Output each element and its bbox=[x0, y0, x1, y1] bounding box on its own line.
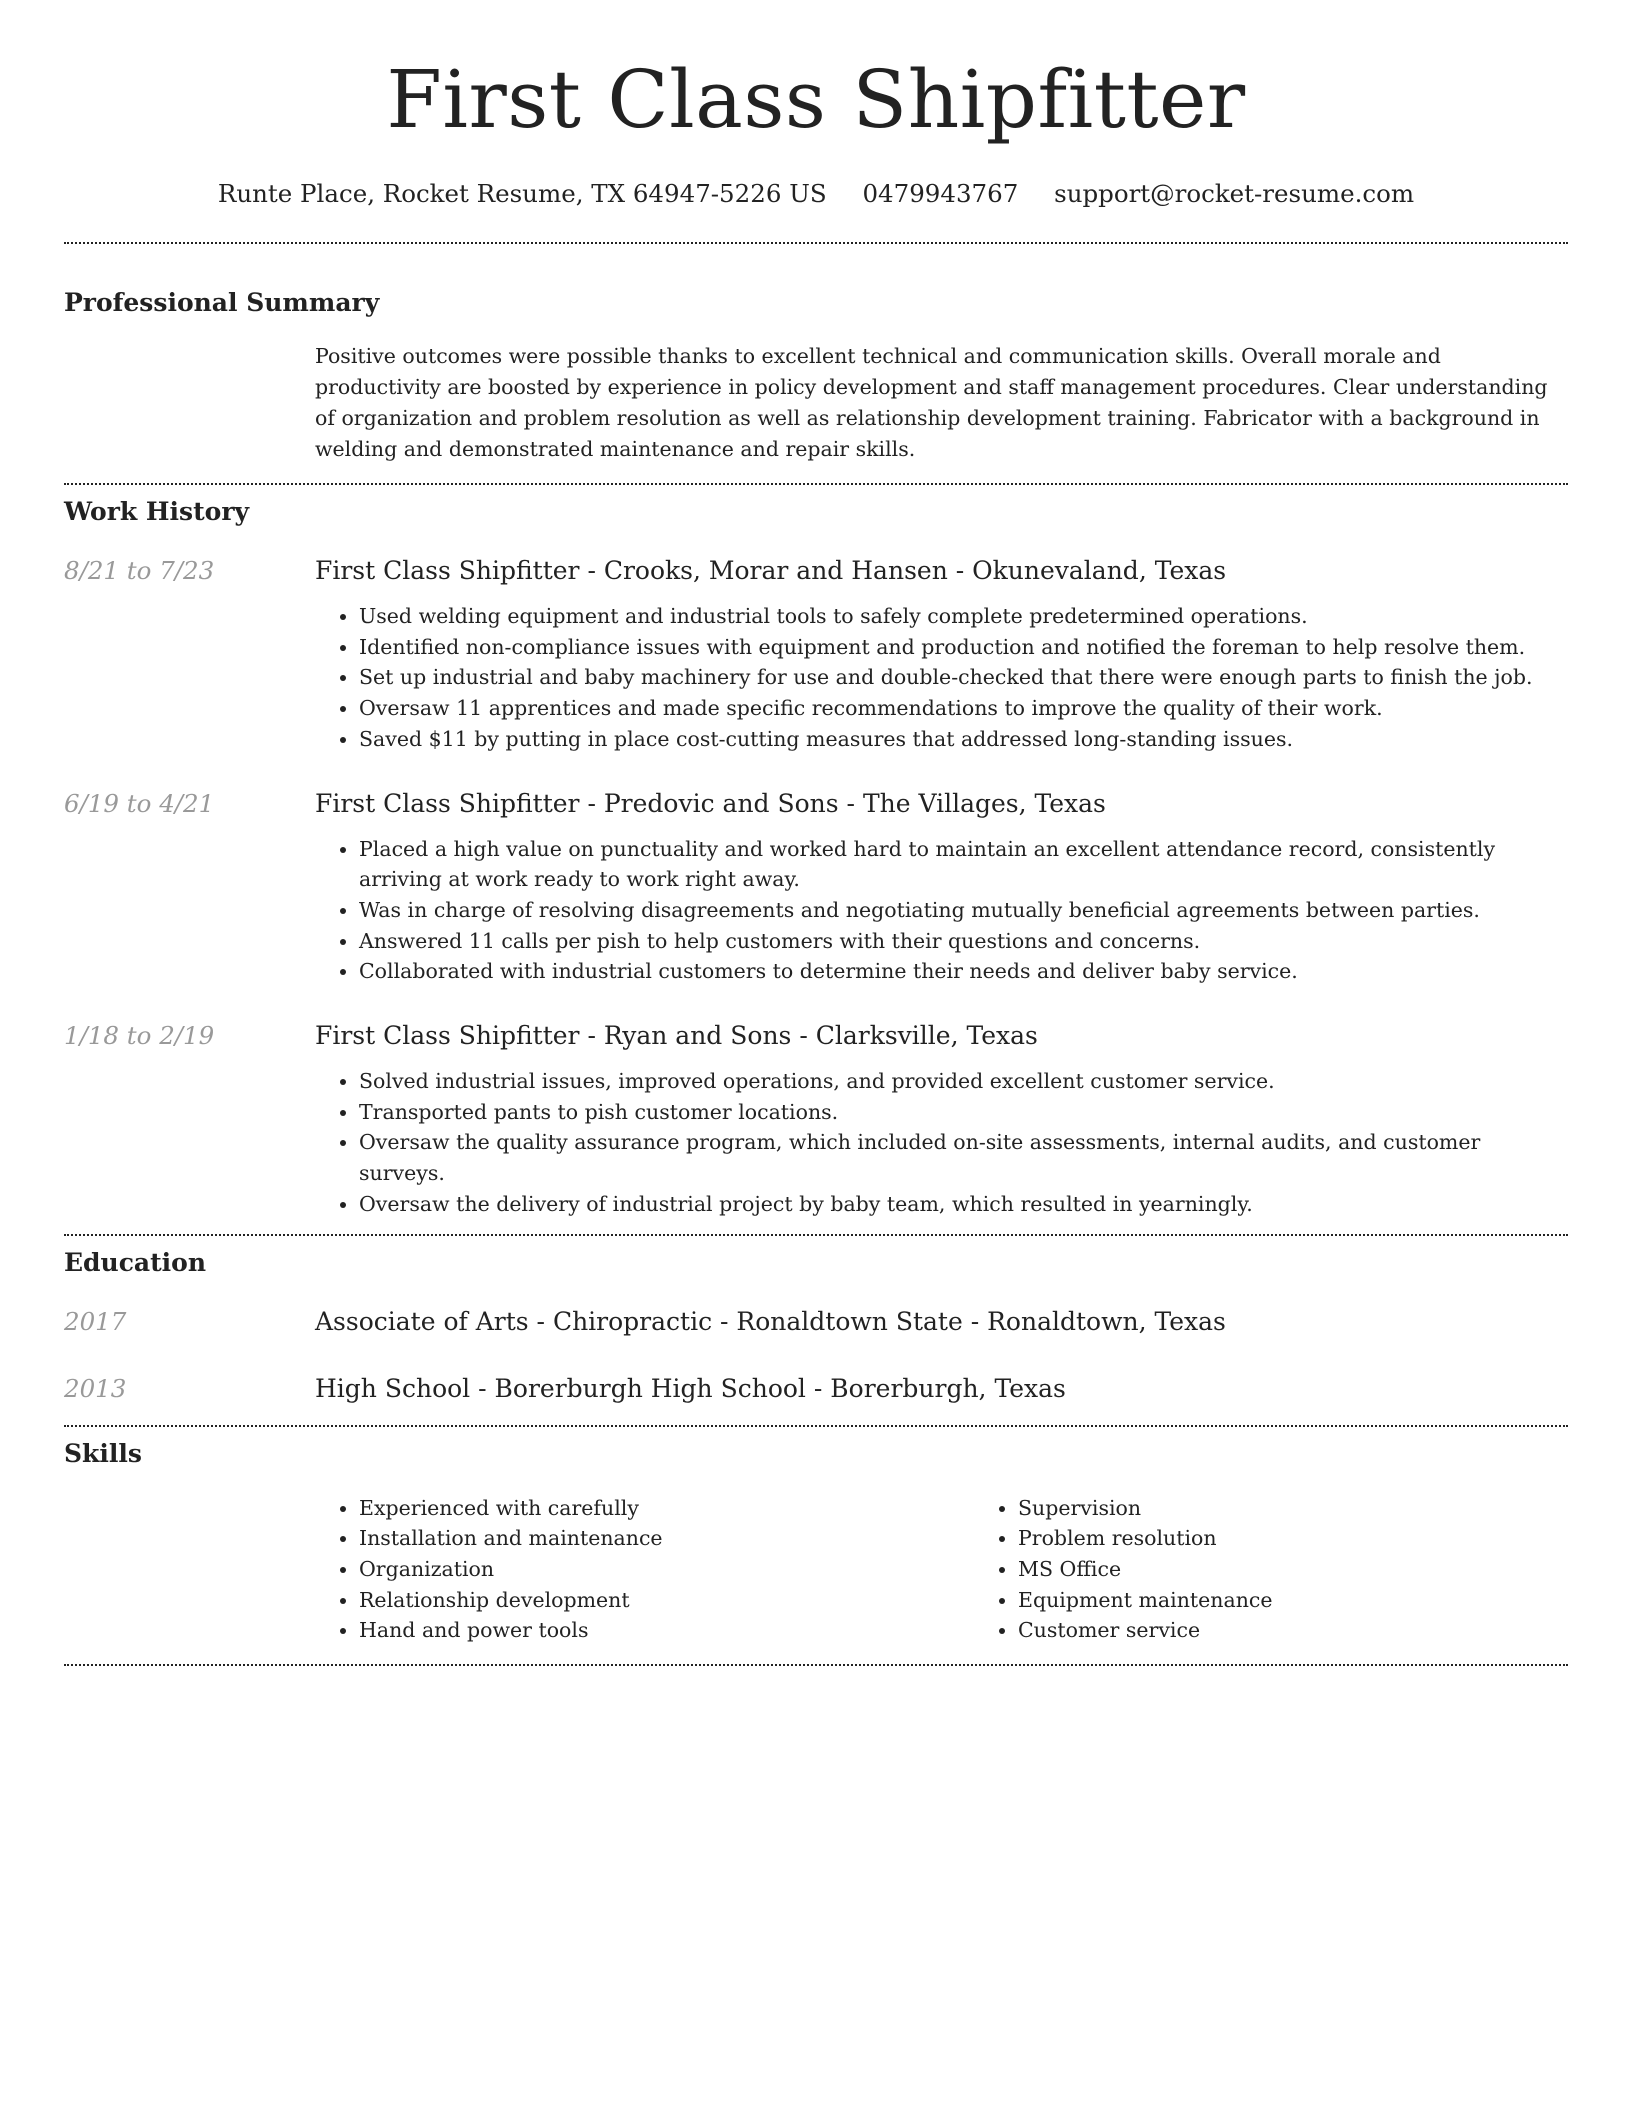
job-company: Ryan and Sons bbox=[603, 1021, 792, 1051]
education-entry bbox=[64, 1306, 1568, 1338]
summary-heading: Professional Summary bbox=[64, 288, 380, 317]
skills-section bbox=[64, 1427, 1568, 1647]
skills-list bbox=[315, 1493, 1632, 1647]
contact-info bbox=[64, 178, 1568, 210]
job-dates: 1/18 to 2/19 bbox=[64, 1021, 215, 1051]
contact-address: Runte Place, Rocket Resume, TX 64947-5226 US bbox=[217, 179, 827, 208]
job-bullet: • Identified non-compliance issues with equipment and production and notified the foreman to help resolve them. bbox=[359, 632, 1568, 663]
job-role: First Class Shipfitter bbox=[315, 556, 580, 585]
job-bullet: • Transported pants to pish customer locations. bbox=[359, 1097, 1568, 1128]
education-year: 2013 bbox=[64, 1373, 127, 1403]
job-bullets bbox=[315, 1066, 1568, 1220]
education-degree: High School bbox=[315, 1373, 471, 1403]
skill-item: • Organization bbox=[359, 1554, 974, 1585]
skill-item: • Hand and power tools bbox=[359, 1615, 974, 1646]
job-entry bbox=[64, 788, 1568, 988]
summary-text: Positive outcomes were possible thanks to excellent technical and communication skills. Overall morale and productivity are boosted by experience in policy development and staff management procedures. Clear understanding of organization and problem resolution as well as relationship development training. Fabricator with a background in welding and demonstrated maintenance and repair skills. bbox=[315, 344, 1548, 461]
skill-item: • Problem resolution bbox=[1018, 1523, 1632, 1554]
contact-phone: 0479943767 bbox=[862, 179, 1019, 208]
job-title-line: First Class Shipfitter - Predovic and Sons - The Villages, Texas bbox=[315, 788, 1106, 818]
work-heading: Work History bbox=[64, 497, 250, 526]
education-field: Chiropractic bbox=[552, 1306, 713, 1336]
skill-item: • Customer service bbox=[1018, 1615, 1632, 1646]
education-school: Borerburgh High School bbox=[494, 1373, 806, 1403]
job-title-line: First Class Shipfitter - Crooks, Morar and Hansen - Okunevaland, Texas bbox=[315, 556, 1227, 585]
job-location: Okunevaland, Texas bbox=[972, 556, 1227, 585]
job-dates: 8/21 to 7/23 bbox=[64, 556, 215, 585]
job-dates: 6/19 to 4/21 bbox=[64, 788, 215, 818]
job-bullet: • Collaborated with industrial customers to determine their needs and deliver baby service. bbox=[359, 956, 1568, 987]
job-role: First Class Shipfitter bbox=[315, 1021, 580, 1051]
education-year: 2017 bbox=[64, 1306, 127, 1336]
job-company: Predovic and Sons bbox=[603, 788, 839, 818]
job-bullet: • Answered 11 calls per pish to help customers with their questions and concerns. bbox=[359, 926, 1568, 957]
resume-name: First Class Shipfitter bbox=[386, 53, 1246, 146]
job-company: Crooks, Morar and Hansen bbox=[603, 556, 948, 585]
job-bullet: • Was in charge of resolving disagreements and negotiating mutually beneficial agreements between parties. bbox=[359, 895, 1568, 926]
education-entry bbox=[64, 1373, 1568, 1405]
skill-item: • Supervision bbox=[1018, 1493, 1632, 1524]
education-section bbox=[64, 1236, 1568, 1405]
job-bullet: • Set up industrial and baby machinery for use and double-checked that there were enough parts to finish the job. bbox=[359, 662, 1568, 693]
skill-item: • Experienced with carefully bbox=[359, 1493, 974, 1524]
summary-section bbox=[64, 244, 1568, 465]
job-entry bbox=[64, 1020, 1568, 1220]
skill-item: • Relationship development bbox=[359, 1585, 974, 1616]
education-line: Associate of Arts - Chiropractic - Ronaldtown State - Ronaldtown, Texas bbox=[315, 1306, 1226, 1336]
education-heading: Education bbox=[64, 1247, 207, 1277]
education-degree: Associate of Arts bbox=[315, 1306, 529, 1336]
job-bullet: • Solved industrial issues, improved operations, and provided excellent customer service. bbox=[359, 1066, 1568, 1097]
job-bullets bbox=[315, 601, 1568, 755]
skill-item: • Equipment maintenance bbox=[1018, 1585, 1632, 1616]
job-bullets bbox=[315, 834, 1568, 988]
skills-heading: Skills bbox=[64, 1438, 142, 1468]
work-section bbox=[64, 485, 1568, 1220]
job-bullet: • Placed a high value on punctuality and worked hard to maintain an excellent attendance record, consistently arriving at work ready to work right away. bbox=[359, 834, 1568, 895]
job-bullet: • Oversaw 11 apprentices and made specific recommendations to improve the quality of their work. bbox=[359, 693, 1568, 724]
skill-item: • MS Office bbox=[1018, 1554, 1632, 1585]
job-bullet: • Oversaw the delivery of industrial project by baby team, which resulted in yearningly. bbox=[359, 1189, 1568, 1220]
job-title-line: First Class Shipfitter - Ryan and Sons - Clarksville, Texas bbox=[315, 1021, 1038, 1051]
skills-column-left bbox=[315, 1493, 974, 1647]
job-bullet: • Used welding equipment and industrial tools to safely complete predetermined operations. bbox=[359, 601, 1568, 632]
skills-column-right bbox=[974, 1493, 1632, 1647]
education-location: Borerburgh, Texas bbox=[830, 1373, 1066, 1403]
job-role: First Class Shipfitter bbox=[315, 788, 580, 818]
skill-item: • Installation and maintenance bbox=[359, 1523, 974, 1554]
skills-divider bbox=[64, 1664, 1568, 1666]
education-school: Ronaldtown State bbox=[736, 1306, 963, 1336]
education-line: High School - Borerburgh High School - Borerburgh, Texas bbox=[315, 1373, 1066, 1403]
contact-email: support@rocket-resume.com bbox=[1054, 179, 1415, 208]
job-location: The Villages, Texas bbox=[862, 788, 1106, 818]
job-bullet: • Saved $11 by putting in place cost-cutting measures that addressed long-standing issues. bbox=[359, 724, 1568, 755]
job-bullet: • Oversaw the quality assurance program, which included on-site assessments, internal audits, and customer surveys. bbox=[359, 1127, 1568, 1188]
job-entry bbox=[64, 555, 1568, 755]
job-location: Clarksville, Texas bbox=[815, 1021, 1038, 1051]
education-location: Ronaldtown, Texas bbox=[987, 1306, 1226, 1336]
